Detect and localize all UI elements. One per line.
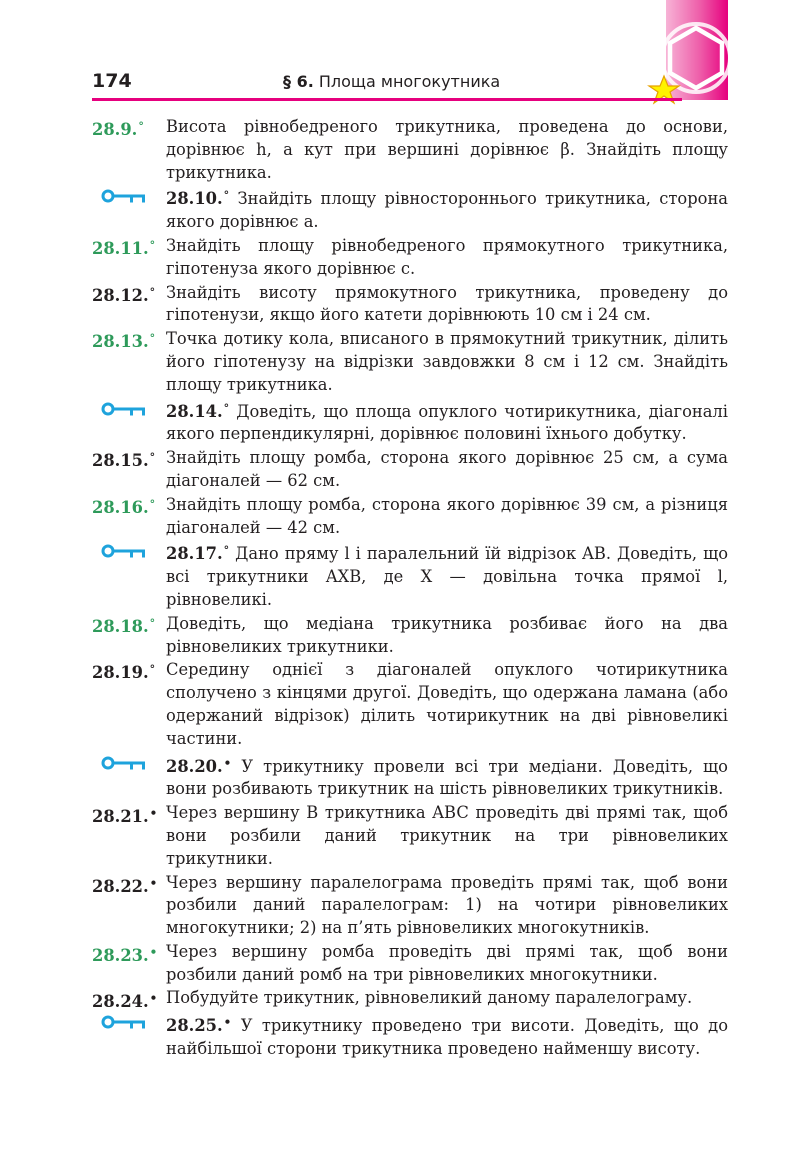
page-number: 174 <box>92 70 132 92</box>
problem-number: 28.16.° <box>92 497 156 517</box>
problem-text: Через вершину паралелограма проведіть прямі так, щоб вони розбили даний паралелограм: 1) на чотири рівновеликих многокутники; 2) на п’ять рівновеликих многокутників. <box>166 872 728 938</box>
problem-text: Знайдіть площу ромба, сторона якого дорівнює 39 см, а різниця діагоналей — 42 см. <box>166 494 728 537</box>
problem-text: Точка дотику кола, вписаного в прямокутний трикутник, ділить його гіпотенузу на відрізки завдовжки 8 см і 12 см. Знайдіть площу трикутника. <box>166 329 728 394</box>
problem-number: 28.24.• <box>92 991 158 1012</box>
problem-number: 28.14.° <box>166 401 230 421</box>
hexagon-star-icon <box>640 20 740 120</box>
problem-28-23 <box>0 941 800 987</box>
problem-text: Через вершину ромба проведіть дві прямі так, щоб вони розбили даний ромб на три рівновеликих многокутники. <box>166 941 728 984</box>
section-title: Площа многокутника <box>318 72 501 91</box>
problem-text: Побудуйте трикутник, рівновеликий даному паралелограму. <box>166 988 693 1008</box>
problem-number: 28.12.° <box>92 285 156 305</box>
problem-28-20 <box>0 752 800 802</box>
problem-number: 28.21.• <box>92 806 158 827</box>
problem-text: Середину однієї з діагоналей опуклого чотирикутника сполучено з кінцями другої. Доведіть, що одержана ламана (або одержаний відрізок) ділить чотирикутник на дві рівновеликі частини. <box>166 660 728 748</box>
problem-number: 28.9.° <box>92 120 144 139</box>
page-header <box>0 0 800 110</box>
key-icon <box>101 1014 147 1030</box>
problem-number: 28.19.° <box>92 663 156 683</box>
problem-text: Висота рівнобедреного трикутника, проведена до основи, дорівнює h, а кут при вершині дорівнює β. Знайдіть площу трикутника. <box>166 117 728 182</box>
running-head <box>283 72 500 91</box>
problem-28-14 <box>0 398 800 447</box>
problem-list <box>0 116 800 1062</box>
section-mark: § 6. <box>283 72 314 91</box>
problem-28-24 <box>0 987 800 1010</box>
problem-28-16 <box>0 494 800 540</box>
problem-text: 28.25.• У трикутнику проведено три висоти. Доведіть, що до найбільшої сторони трикутника проведено найменшу висоту. <box>166 1015 728 1059</box>
problem-number: 28.20.• <box>166 755 232 776</box>
problem-28-18 <box>0 613 800 659</box>
problem-text: 28.17.° Дано пряму l і паралельний їй відрізок AB. Доведіть, що всі трикутники AXB, де X — довільна точка прямої l, рівновеликі. <box>166 544 729 609</box>
problem-text: Через вершину B трикутника ABC проведіть дві прямі так, щоб вони розбили даний трикутник на три рівновеликих трикутники. <box>166 803 728 868</box>
problem-number: 28.22.• <box>92 875 158 896</box>
header-rule <box>92 98 682 101</box>
problem-text: Знайдіть площу рівнобедреного прямокутного трикутника, гіпотенуза якого дорівнює c. <box>166 235 728 278</box>
problem-number: 28.18.° <box>92 616 156 636</box>
problem-28-12 <box>0 282 800 328</box>
problem-number: 28.23.• <box>92 944 158 965</box>
problem-text: Доведіть, що медіана трикутника розбиває його на два рівновеликих трикутники. <box>166 613 728 656</box>
problem-number: 28.10.° <box>166 189 230 209</box>
key-icon <box>101 188 147 204</box>
problem-text: 28.10.° Знайдіть площу рівностороннього трикутника, сторона якого дорівнює a. <box>166 189 729 232</box>
key-icon <box>101 543 147 559</box>
problem-28-17 <box>0 540 800 611</box>
problem-28-11 <box>0 235 800 281</box>
problem-28-22 <box>0 872 800 940</box>
key-icon <box>101 755 147 771</box>
problem-text: 28.14.° Доведіть, що площа опуклого чотирикутника, діагоналі якого перпендикулярні, дорівнює половині їхнього добутку. <box>166 401 728 444</box>
problem-28-15 <box>0 447 800 493</box>
problem-28-25 <box>0 1011 800 1061</box>
problem-number: 28.15.° <box>92 451 156 471</box>
problem-number: 28.13.° <box>92 332 156 352</box>
problem-28-10 <box>0 185 800 234</box>
key-icon <box>101 401 147 417</box>
problem-number: 28.25.• <box>166 1015 232 1036</box>
problem-text: Знайдіть площу ромба, сторона якого дорівнює 25 см, а сума діагоналей — 62 см. <box>166 448 728 490</box>
problem-number: 28.11.° <box>92 238 156 258</box>
problem-28-19 <box>0 659 800 750</box>
problem-text: 28.20.• У трикутнику провели всі три медіани. Доведіть, що вони розбивають трикутник на шість рівновеликих трикутників. <box>166 755 728 799</box>
problem-28-21 <box>0 802 800 870</box>
problem-text: Знайдіть висоту прямокутного трикутника, проведену до гіпотенузи, якщо його катети дорівнюють 10 см і 24 см. <box>166 282 728 325</box>
problem-28-9 <box>0 116 800 184</box>
problem-28-13 <box>0 328 800 396</box>
problem-number: 28.17.° <box>166 544 230 564</box>
